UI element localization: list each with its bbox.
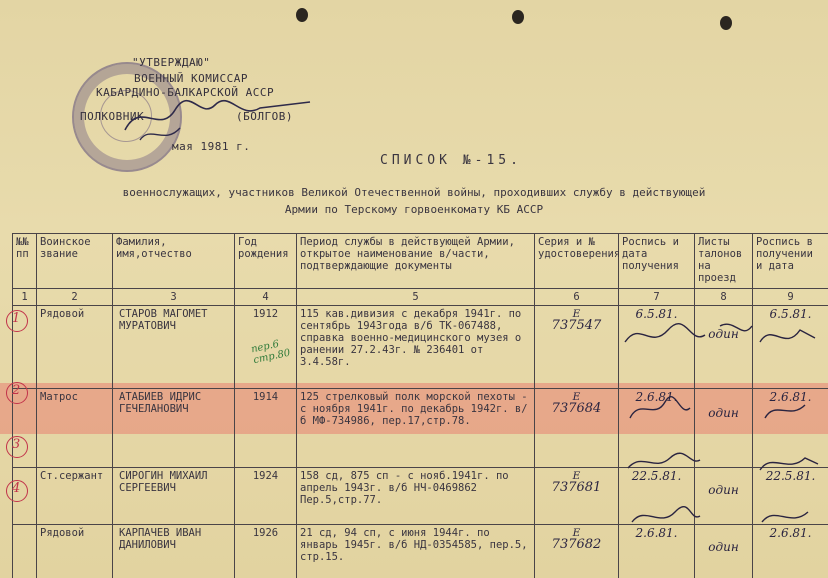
- signature-date-cell: 2.6.81.: [753, 525, 828, 578]
- column-number: 2: [37, 289, 113, 306]
- approval-line-2: КАБАРДИНО-БАЛКАРСКОЙ АССР: [96, 86, 275, 99]
- circled-row-number: 4: [12, 481, 21, 496]
- year-cell: 1912: [235, 306, 297, 389]
- name-cell: СТАРОВ МАГОМЕТ МУРАТОВИЧ: [113, 306, 235, 389]
- service-cell: 125 стрелковый полк морской пехоты - с ноября 1941г. по декабрь 1942г. в/б МФ-734986, пер.17,стр.78.: [297, 389, 535, 468]
- header-cell: Серия и № удостоверения: [535, 234, 619, 289]
- service-cell: 21 сд, 94 сп, с июня 1944г. по январь 1945г. в/б НД-0354585, пер.5, стр.15.: [297, 525, 535, 578]
- header-cell: №№ пп: [13, 234, 37, 289]
- circled-row-number: 3: [12, 437, 21, 452]
- year-cell: 1914: [235, 389, 297, 468]
- signature-date-cell: 2.6.81.: [753, 389, 828, 468]
- subtitle-line-2: Армии по Терскому горвоенкомату КБ АССР: [284, 203, 544, 216]
- header-cell: Роспись и дата получения: [619, 234, 695, 289]
- talons-cell: один: [695, 525, 753, 578]
- name-cell: КАРПАЧЕВ ИВАН ДАНИЛОВИЧ: [113, 525, 235, 578]
- talons-cell: один: [695, 468, 753, 525]
- rank-cell: Ст.сержант: [37, 468, 113, 525]
- rank-cell: Матрос: [37, 389, 113, 468]
- approval-signer: (БОЛГОВ): [236, 110, 293, 123]
- service-cell: 158 сд, 875 сп - с нояб.1941г. по апрель 1943г. в/б НЧ-0469862 Пер.5,стр.77.: [297, 468, 535, 525]
- approval-line-3: ПОЛКОВНИК: [80, 110, 145, 123]
- header-cell: Период службы в действующей Армии, открытое наименование в/части, подтверждающие документы: [297, 234, 535, 289]
- year-cell: 1924: [235, 468, 297, 525]
- receipt-date-cell: 6.5.81.: [619, 306, 695, 389]
- receipt-date-cell: 2.6.81.: [619, 525, 695, 578]
- approval-line-1: ВОЕННЫЙ КОМИССАР: [134, 72, 248, 85]
- talons-cell: один: [695, 306, 753, 389]
- rank-cell: Рядовой: [37, 525, 113, 578]
- series-letter: Е: [572, 470, 581, 482]
- header-cell: Листы талонов на проезд: [695, 234, 753, 289]
- series-letter: Е: [572, 391, 581, 403]
- series-letter: Е: [572, 527, 581, 539]
- subtitle-line-1: военнослужащих, участников Великой Отечественной войны, проходивших службу в действующей: [122, 186, 706, 199]
- signature-date-cell: 22.5.81.: [753, 468, 828, 525]
- header-cell: Воинское звание: [37, 234, 113, 289]
- certificate-number: 737681: [551, 480, 602, 495]
- header-cell: Роспись в получении и дата: [753, 234, 828, 289]
- column-number: 1: [13, 289, 37, 306]
- series-letter: Е: [572, 308, 581, 320]
- column-number: 6: [535, 289, 619, 306]
- margin-note: пер.6 стр.80: [250, 338, 292, 367]
- column-number: 3: [113, 289, 235, 306]
- name-cell: СИРОГИН МИХАИЛ СЕРГЕЕВИЧ: [113, 468, 235, 525]
- circled-row-number: 1: [12, 311, 21, 326]
- year-cell: 1926: [235, 525, 297, 578]
- approval-header: "УТВЕРЖДАЮ": [132, 56, 211, 69]
- circled-row-number: 2: [12, 383, 21, 398]
- column-number: 9: [753, 289, 828, 306]
- column-number: 5: [297, 289, 535, 306]
- receipt-date-cell: 22.5.81.: [619, 468, 695, 525]
- header-cell: Год рождения: [235, 234, 297, 289]
- certificate-number: 737682: [551, 537, 602, 552]
- certificate-number: 737684: [551, 401, 602, 416]
- service-cell: 115 кав.дивизия с декабря 1941г. по сентябрь 1943года в/б ТК-067488, справка военно-медицинского музея о ранении 27.2.43г. № 236401 от 3.4.58г.: [297, 306, 535, 389]
- column-number: 4: [235, 289, 297, 306]
- approval-date: мая 1981 г.: [172, 140, 251, 153]
- signature-date-cell: 6.5.81.: [753, 306, 828, 389]
- name-cell: АТАБИЕВ ИДРИС ГЕЧЕЛАНОВИЧ: [113, 389, 235, 468]
- column-number: 7: [619, 289, 695, 306]
- document-title: СПИСОК №-15.: [380, 153, 522, 168]
- header-cell: Фамилия, имя,отчество: [113, 234, 235, 289]
- certificate-number: 737547: [551, 318, 602, 333]
- column-number: 8: [695, 289, 753, 306]
- receipt-date-cell: 2.6.81.: [619, 389, 695, 468]
- talons-cell: один: [695, 389, 753, 468]
- rank-cell: Рядовой: [37, 306, 113, 389]
